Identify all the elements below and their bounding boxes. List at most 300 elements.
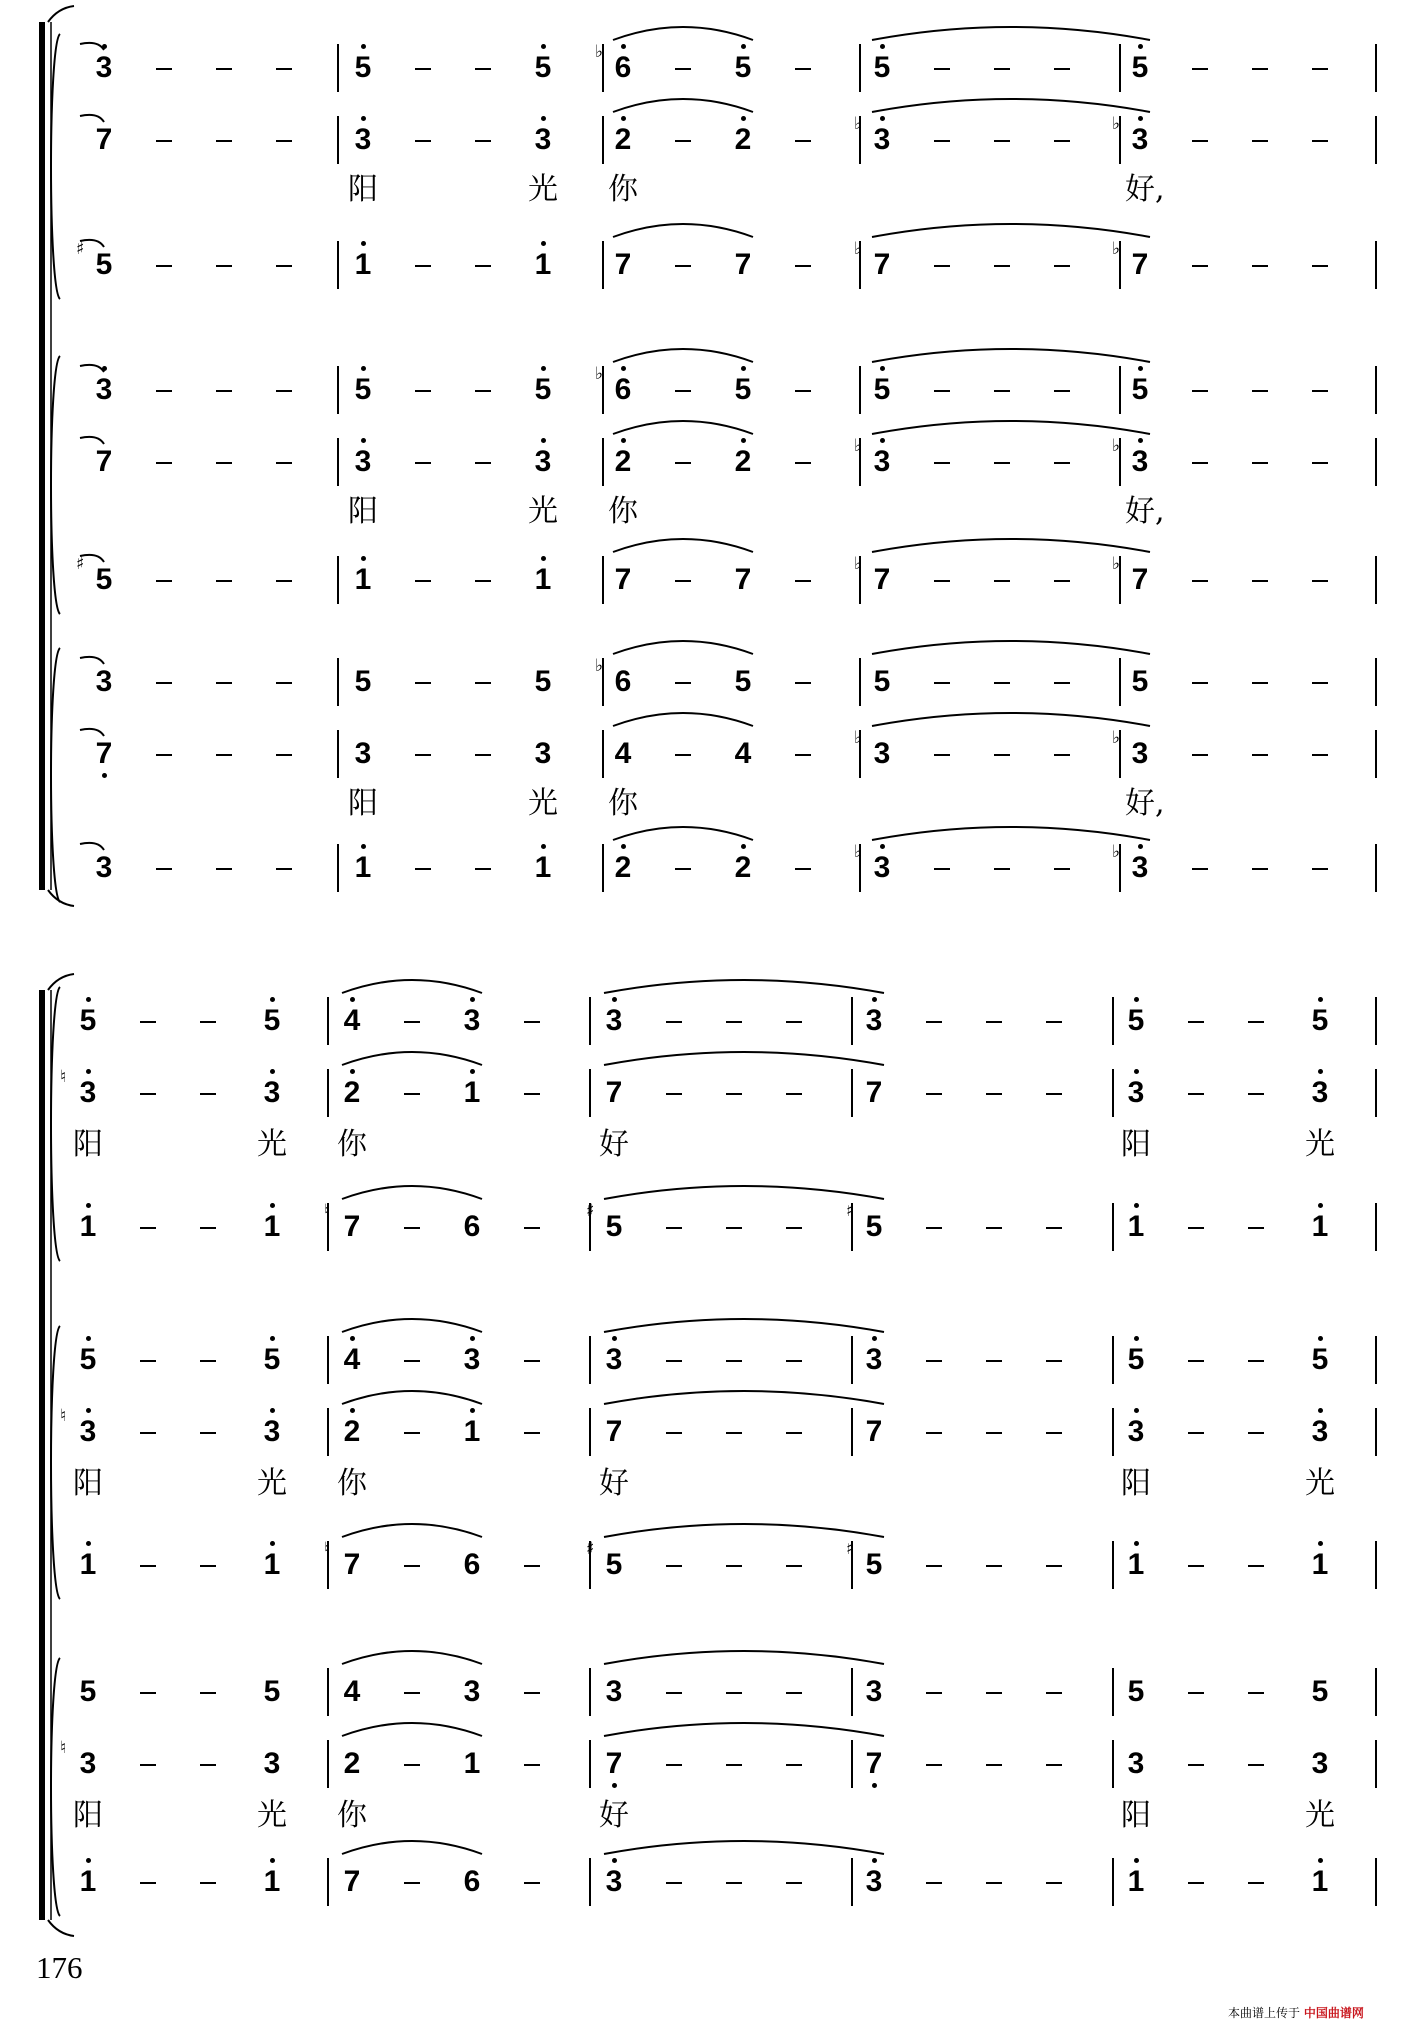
note-digit: 3	[463, 1675, 481, 1708]
bracket-curl-bottom	[48, 1920, 74, 1936]
duration-dash	[1248, 1021, 1264, 1023]
duration-dash	[666, 1692, 682, 1694]
note-digit: 7	[1131, 563, 1149, 596]
note-digit: 1	[1311, 1865, 1329, 1898]
duration-dash	[926, 1882, 942, 1884]
lyric-syllable: 你	[337, 1127, 367, 1162]
octave-dot-high	[102, 366, 107, 371]
lyric-syllable: 你	[337, 1466, 367, 1501]
note-digit: 5	[534, 51, 552, 84]
duration-dash	[156, 390, 172, 392]
duration-dash	[1252, 462, 1268, 464]
note-digit: 5	[534, 373, 552, 406]
duration-dash	[1312, 462, 1328, 464]
duration-dash	[994, 68, 1010, 70]
duration-dash	[726, 1227, 742, 1229]
note-digit: 6	[614, 373, 632, 406]
duration-dash	[675, 580, 691, 582]
note-digit: 3	[463, 1004, 481, 1037]
duration-dash	[524, 1360, 540, 1362]
octave-dot-high	[880, 366, 885, 371]
duration-dash	[1252, 868, 1268, 870]
octave-dot-high	[86, 997, 91, 1002]
duration-dash	[1248, 1227, 1264, 1229]
octave-dot-high	[270, 1336, 275, 1341]
note-digit: 7	[605, 1076, 623, 1109]
duration-dash	[795, 462, 811, 464]
duration-dash	[524, 1432, 540, 1434]
duration-dash	[795, 682, 811, 684]
note-digit: 3	[79, 1076, 97, 1109]
note-digit: 5	[1127, 1675, 1145, 1708]
duration-dash	[415, 462, 431, 464]
note-digit: 3	[463, 1343, 481, 1376]
note-digit: 6	[614, 51, 632, 84]
note-digit: 5	[95, 248, 113, 281]
octave-dot-high	[350, 1408, 355, 1413]
lyric-syllable: 好	[599, 1127, 629, 1162]
duration-dash	[276, 68, 292, 70]
duration-dash	[404, 1227, 420, 1229]
note-digit: 5	[263, 1343, 281, 1376]
note-digit: 5	[865, 1548, 883, 1581]
note-digit: 7	[865, 1415, 883, 1448]
duration-dash	[475, 868, 491, 870]
note-digit: 3	[95, 51, 113, 84]
octave-dot-high	[612, 997, 617, 1002]
duration-dash	[795, 754, 811, 756]
duration-dash	[1192, 265, 1208, 267]
duration-dash	[786, 1692, 802, 1694]
note-digit: 5	[734, 373, 752, 406]
note-digit: 5	[1131, 373, 1149, 406]
note-digit: 5	[1131, 51, 1149, 84]
slur	[342, 1319, 482, 1332]
tie	[872, 713, 1150, 726]
accidental-flat: ♭	[1112, 842, 1121, 862]
part-brace	[51, 34, 60, 299]
accidental-flat: ♭	[854, 842, 863, 862]
duration-dash	[200, 1764, 216, 1766]
duration-dash	[1252, 390, 1268, 392]
duration-dash	[1046, 1021, 1062, 1023]
duration-dash	[786, 1432, 802, 1434]
note-digit: 1	[1127, 1548, 1145, 1581]
duration-dash	[675, 265, 691, 267]
duration-dash	[926, 1692, 942, 1694]
note-digit: 5	[605, 1210, 623, 1243]
note-digit: 3	[865, 1865, 883, 1898]
duration-dash	[1054, 682, 1070, 684]
note-digit: 5	[1127, 1343, 1145, 1376]
duration-dash	[524, 1021, 540, 1023]
duration-dash	[140, 1360, 156, 1362]
note-digit: 5	[79, 1675, 97, 1708]
duration-dash	[156, 462, 172, 464]
note-digit: 5	[354, 51, 372, 84]
octave-dot-high	[1138, 116, 1143, 121]
slur	[342, 1391, 482, 1404]
note-digit: 7	[343, 1210, 361, 1243]
note-digit: 1	[463, 1415, 481, 1448]
octave-dot-high	[361, 116, 366, 121]
duration-dash	[994, 390, 1010, 392]
phrase-hook	[80, 43, 104, 50]
duration-dash	[276, 868, 292, 870]
octave-dot-high	[741, 116, 746, 121]
duration-dash	[415, 140, 431, 142]
octave-dot-high	[350, 1336, 355, 1341]
accidental-sharp: ♯	[586, 1201, 595, 1221]
note-digit: 3	[534, 445, 552, 478]
accidental-sharp: ♯	[586, 1539, 595, 1559]
duration-dash	[1312, 390, 1328, 392]
lyric-syllable: 阳	[348, 494, 378, 529]
duration-dash	[1188, 1432, 1204, 1434]
note-digit: 2	[614, 851, 632, 884]
duration-dash	[415, 265, 431, 267]
note-digit: 3	[873, 123, 891, 156]
duration-dash	[1188, 1565, 1204, 1567]
note-digit: 3	[1127, 1076, 1145, 1109]
duration-dash	[1248, 1882, 1264, 1884]
duration-dash	[986, 1227, 1002, 1229]
duration-dash	[1252, 68, 1268, 70]
duration-dash	[1046, 1360, 1062, 1362]
duration-dash	[986, 1432, 1002, 1434]
octave-dot-high	[1134, 1203, 1139, 1208]
duration-dash	[1252, 265, 1268, 267]
note-digit: 2	[734, 445, 752, 478]
note-digit: 1	[1311, 1210, 1329, 1243]
lyric-syllable: 你	[608, 786, 638, 821]
duration-dash	[200, 1692, 216, 1694]
note-digit: 1	[463, 1076, 481, 1109]
accidental-flat: ♭	[854, 436, 863, 456]
duration-dash	[524, 1227, 540, 1229]
duration-dash	[926, 1021, 942, 1023]
part-brace	[51, 987, 60, 1261]
note-digit: 7	[734, 248, 752, 281]
duration-dash	[666, 1021, 682, 1023]
duration-dash	[1188, 1093, 1204, 1095]
duration-dash	[994, 580, 1010, 582]
note-digit: 7	[95, 123, 113, 156]
note-digit: 5	[79, 1004, 97, 1037]
duration-dash	[934, 868, 950, 870]
note-digit: 5	[734, 665, 752, 698]
octave-dot-high	[86, 1336, 91, 1341]
accidental-sharp: ♯	[846, 1539, 855, 1559]
duration-dash	[1252, 754, 1268, 756]
duration-dash	[404, 1882, 420, 1884]
octave-dot-high	[612, 1336, 617, 1341]
slur	[342, 1052, 482, 1065]
octave-dot-low	[102, 773, 107, 778]
octave-dot-high	[1138, 366, 1143, 371]
octave-dot-high	[621, 844, 626, 849]
duration-dash	[1192, 868, 1208, 870]
accidental-sharp: ♯	[76, 239, 85, 259]
octave-dot-high	[741, 366, 746, 371]
duration-dash	[666, 1882, 682, 1884]
octave-dot-high	[86, 1408, 91, 1413]
octave-dot-high	[1318, 1203, 1323, 1208]
duration-dash	[475, 390, 491, 392]
duration-dash	[675, 754, 691, 756]
octave-dot-high	[350, 1069, 355, 1074]
note-digit: 3	[534, 737, 552, 770]
duration-dash	[156, 754, 172, 756]
note-digit: 7	[873, 248, 891, 281]
slur	[613, 349, 753, 362]
duration-dash	[726, 1565, 742, 1567]
duration-dash	[415, 754, 431, 756]
duration-dash	[934, 140, 950, 142]
octave-dot-high	[350, 997, 355, 1002]
duration-dash	[156, 682, 172, 684]
note-digit: 4	[614, 737, 632, 770]
note-digit: 3	[95, 665, 113, 698]
lyric-syllable: 阳	[1121, 1466, 1151, 1501]
note-digit: 3	[873, 737, 891, 770]
note-digit: 6	[463, 1548, 481, 1581]
lyric-syllable: 你	[337, 1798, 367, 1833]
duration-dash	[1248, 1093, 1264, 1095]
duration-dash	[1248, 1360, 1264, 1362]
bracket-curl-bottom	[48, 890, 74, 906]
octave-dot-high	[361, 366, 366, 371]
note-digit: 5	[1311, 1004, 1329, 1037]
lyric-syllable: 光	[1305, 1127, 1335, 1162]
duration-dash	[726, 1360, 742, 1362]
note-digit: 1	[263, 1210, 281, 1243]
duration-dash	[994, 140, 1010, 142]
tie	[604, 1391, 884, 1404]
lyric-syllable: 光	[257, 1466, 287, 1501]
octave-dot-high	[880, 844, 885, 849]
note-digit: 6	[614, 665, 632, 698]
slur	[613, 539, 753, 552]
duration-dash	[404, 1565, 420, 1567]
duration-dash	[140, 1565, 156, 1567]
duration-dash	[726, 1021, 742, 1023]
note-digit: 1	[1127, 1865, 1145, 1898]
duration-dash	[140, 1432, 156, 1434]
slur	[342, 1651, 482, 1664]
bracket-curl-top	[48, 6, 74, 22]
octave-dot-high	[621, 116, 626, 121]
tie	[604, 980, 884, 993]
duration-dash	[786, 1360, 802, 1362]
note-digit: 5	[354, 373, 372, 406]
footer-watermark	[1228, 2004, 1364, 2021]
note-digit: 7	[343, 1548, 361, 1581]
duration-dash	[276, 580, 292, 582]
duration-dash	[276, 265, 292, 267]
slur	[342, 1841, 482, 1854]
phrase-hook	[80, 657, 104, 664]
note-digit: 3	[354, 123, 372, 156]
tie	[872, 827, 1150, 840]
octave-dot-high	[541, 116, 546, 121]
octave-dot-high	[270, 1858, 275, 1863]
lyric-syllable: 好,	[1125, 494, 1165, 529]
duration-dash	[726, 1764, 742, 1766]
duration-dash	[1046, 1764, 1062, 1766]
duration-dash	[994, 754, 1010, 756]
duration-dash	[140, 1021, 156, 1023]
duration-dash	[795, 140, 811, 142]
duration-dash	[415, 580, 431, 582]
note-digit: 1	[79, 1865, 97, 1898]
note-digit: 5	[534, 665, 552, 698]
duration-dash	[666, 1764, 682, 1766]
slur	[613, 99, 753, 112]
octave-dot-high	[880, 44, 885, 49]
tie	[604, 1723, 884, 1736]
accidental-flat: ♭	[854, 554, 863, 574]
note-digit: 2	[343, 1415, 361, 1448]
octave-dot-high	[361, 844, 366, 849]
slur	[613, 27, 753, 40]
duration-dash	[140, 1093, 156, 1095]
note-digit: 5	[1131, 665, 1149, 698]
duration-dash	[200, 1565, 216, 1567]
octave-dot-high	[270, 1203, 275, 1208]
tie	[604, 1052, 884, 1065]
duration-dash	[1192, 68, 1208, 70]
lyric-syllable: 光	[528, 494, 558, 529]
octave-dot-high	[741, 844, 746, 849]
duration-dash	[475, 140, 491, 142]
octave-dot-low	[612, 1783, 617, 1788]
octave-dot-high	[1134, 997, 1139, 1002]
tie	[872, 27, 1150, 40]
duration-dash	[1192, 682, 1208, 684]
octave-dot-high	[541, 366, 546, 371]
duration-dash	[404, 1692, 420, 1694]
duration-dash	[276, 140, 292, 142]
duration-dash	[216, 390, 232, 392]
note-digit: 2	[614, 445, 632, 478]
lyric-syllable: 阳	[73, 1127, 103, 1162]
note-digit: 5	[865, 1210, 883, 1243]
octave-dot-high	[86, 1203, 91, 1208]
duration-dash	[926, 1360, 942, 1362]
accidental-flat: ♭	[854, 114, 863, 134]
note-digit: 7	[605, 1747, 623, 1780]
duration-dash	[200, 1882, 216, 1884]
duration-dash	[994, 868, 1010, 870]
duration-dash	[926, 1432, 942, 1434]
note-digit: 5	[79, 1343, 97, 1376]
note-digit: 1	[463, 1747, 481, 1780]
duration-dash	[475, 682, 491, 684]
note-digit: 3	[1131, 123, 1149, 156]
note-digit: 5	[1311, 1675, 1329, 1708]
duration-dash	[934, 580, 950, 582]
accidental-natural: ♮	[60, 1738, 67, 1758]
duration-dash	[986, 1882, 1002, 1884]
duration-dash	[156, 68, 172, 70]
duration-dash	[1188, 1692, 1204, 1694]
octave-dot-high	[270, 997, 275, 1002]
octave-dot-high	[621, 44, 626, 49]
slur	[342, 1524, 482, 1537]
note-digit: 1	[534, 851, 552, 884]
duration-dash	[216, 140, 232, 142]
duration-dash	[276, 462, 292, 464]
tie	[604, 1841, 884, 1854]
duration-dash	[1054, 140, 1070, 142]
note-digit: 7	[873, 563, 891, 596]
slur	[613, 641, 753, 654]
duration-dash	[986, 1692, 1002, 1694]
duration-dash	[140, 1764, 156, 1766]
note-digit: 3	[873, 445, 891, 478]
lyric-syllable: 阳	[73, 1466, 103, 1501]
duration-dash	[986, 1021, 1002, 1023]
duration-dash	[675, 68, 691, 70]
note-digit: 2	[343, 1747, 361, 1780]
note-digit: 1	[263, 1548, 281, 1581]
duration-dash	[1046, 1093, 1062, 1095]
octave-dot-high	[361, 44, 366, 49]
tie	[872, 421, 1150, 434]
slur	[342, 980, 482, 993]
slur	[342, 1723, 482, 1736]
octave-dot-high	[541, 438, 546, 443]
duration-dash	[216, 265, 232, 267]
duration-dash	[475, 68, 491, 70]
note-digit: 3	[605, 1004, 623, 1037]
duration-dash	[675, 682, 691, 684]
duration-dash	[786, 1882, 802, 1884]
duration-dash	[1248, 1432, 1264, 1434]
note-digit: 3	[354, 737, 372, 770]
phrase-hook	[80, 365, 104, 372]
duration-dash	[1192, 140, 1208, 142]
duration-dash	[1312, 754, 1328, 756]
octave-dot-high	[541, 844, 546, 849]
duration-dash	[404, 1432, 420, 1434]
duration-dash	[994, 462, 1010, 464]
duration-dash	[1248, 1565, 1264, 1567]
octave-dot-high	[1318, 1408, 1323, 1413]
accidental-flat: ♭	[595, 364, 604, 384]
duration-dash	[934, 390, 950, 392]
duration-dash	[1188, 1764, 1204, 1766]
note-digit: 1	[534, 563, 552, 596]
duration-dash	[986, 1093, 1002, 1095]
bracket-curl-top	[48, 974, 74, 990]
phrase-hook	[80, 115, 104, 122]
duration-dash	[986, 1360, 1002, 1362]
duration-dash	[666, 1565, 682, 1567]
note-digit: 4	[343, 1675, 361, 1708]
duration-dash	[666, 1432, 682, 1434]
octave-dot-high	[86, 1541, 91, 1546]
duration-dash	[200, 1021, 216, 1023]
octave-dot-high	[612, 1858, 617, 1863]
duration-dash	[216, 580, 232, 582]
accidental-sharp: ♯	[76, 554, 85, 574]
duration-dash	[1312, 140, 1328, 142]
duration-dash	[675, 868, 691, 870]
tie	[872, 539, 1150, 552]
octave-dot-high	[1138, 44, 1143, 49]
